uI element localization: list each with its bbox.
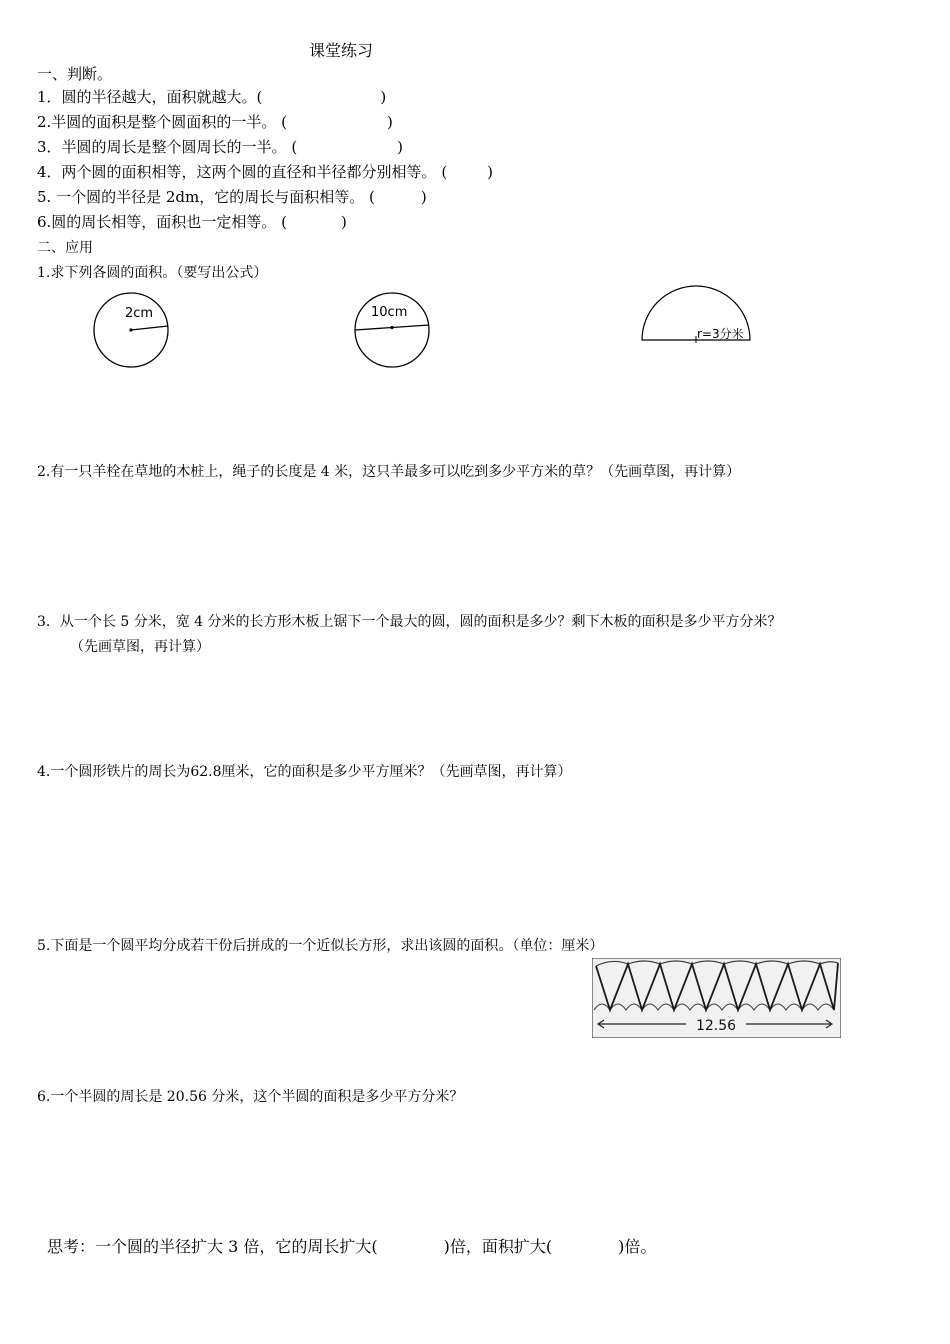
judge-item-6 [37, 210, 347, 235]
paren-close: ) [397, 138, 404, 156]
judge-item-3 [37, 135, 403, 160]
judge-item-3-text: 3．半圆的周长是整个圆周长的一半。 ( [37, 138, 298, 156]
center-dot [129, 328, 132, 331]
paren-close: ) [420, 188, 427, 206]
question-4: 4.一个圆形铁片的周长为62.8厘米，它的面积是多少平方厘米？（先画草图，再计算） [37, 764, 572, 780]
paren-close: ) [386, 113, 393, 131]
sector-rectangle-figure [592, 958, 841, 1038]
radius-line [131, 326, 168, 330]
semicircle-figure [636, 280, 756, 346]
page-title: 课堂练习 [309, 41, 374, 60]
think-part-1: 思考：一个圆的半径扩大 3 倍，它的周长扩大( [47, 1237, 378, 1256]
judge-item-5-text: 5. 一个圆的半径是 2dm，它的周长与面积相等。 ( [37, 188, 375, 206]
circle-figure-2 [349, 289, 435, 373]
section-judge-heading: 一、判断。 [37, 65, 113, 83]
circle-2-label: 10cm [371, 305, 408, 320]
circle-1-label: 2cm [125, 306, 154, 321]
think-part-2: )倍，面积扩大( [443, 1237, 553, 1256]
question-1: 1.求下列各圆的面积。（要写出公式） [37, 265, 268, 281]
semicircle-radius-label: r=3分米 [697, 327, 744, 341]
length-label: 12.56 [695, 1018, 737, 1034]
question-3-line-2: （先画草图，再计算） [70, 639, 210, 655]
judge-item-6-text: 6.圆的周长相等，面积也一定相等。 ( [37, 213, 287, 231]
think-part-3: )倍。 [618, 1237, 657, 1256]
paren-close: ) [340, 213, 347, 231]
circle-figure-1 [88, 289, 174, 373]
question-5: 5.下面是一个圆平均分成若干份后拼成的一个近似长方形，求出该圆的面积。（单位：厘米） [37, 938, 604, 954]
judge-item-1 [37, 85, 386, 110]
judge-item-1-text: 1．圆的半径越大，面积就越大。( [37, 88, 263, 106]
think-question [47, 1234, 656, 1257]
question-3-line-1: 3．从一个长 5 分米，宽 4 分米的长方形木板上锯下一个最大的圆，圆的面积是多少？剩下木板的面积是多少平方分米？ [37, 614, 782, 630]
question-6: 6.一个半圆的周长是 20.56 分米，这个半圆的面积是多少平方分米？ [37, 1089, 464, 1105]
question-2: 2.有一只羊栓在草地的木桩上，绳子的长度是 4 米，这只羊最多可以吃到多少平方米的草？（先画草图，再计算） [37, 464, 741, 480]
judge-item-4-text: 4．两个圆的面积相等，这两个圆的直径和半径都分别相等。 ( [37, 163, 448, 181]
judge-item-2-text: 2.半圆的面积是整个圆面积的一半。 ( [37, 113, 287, 131]
judge-item-2 [37, 110, 393, 135]
judge-item-5 [37, 185, 427, 210]
section-apply-heading: 二、应用 [37, 240, 93, 256]
paren-close: ) [487, 163, 494, 181]
judge-item-4 [37, 160, 493, 185]
paren-close: ) [380, 88, 387, 106]
center-dot [390, 326, 393, 329]
